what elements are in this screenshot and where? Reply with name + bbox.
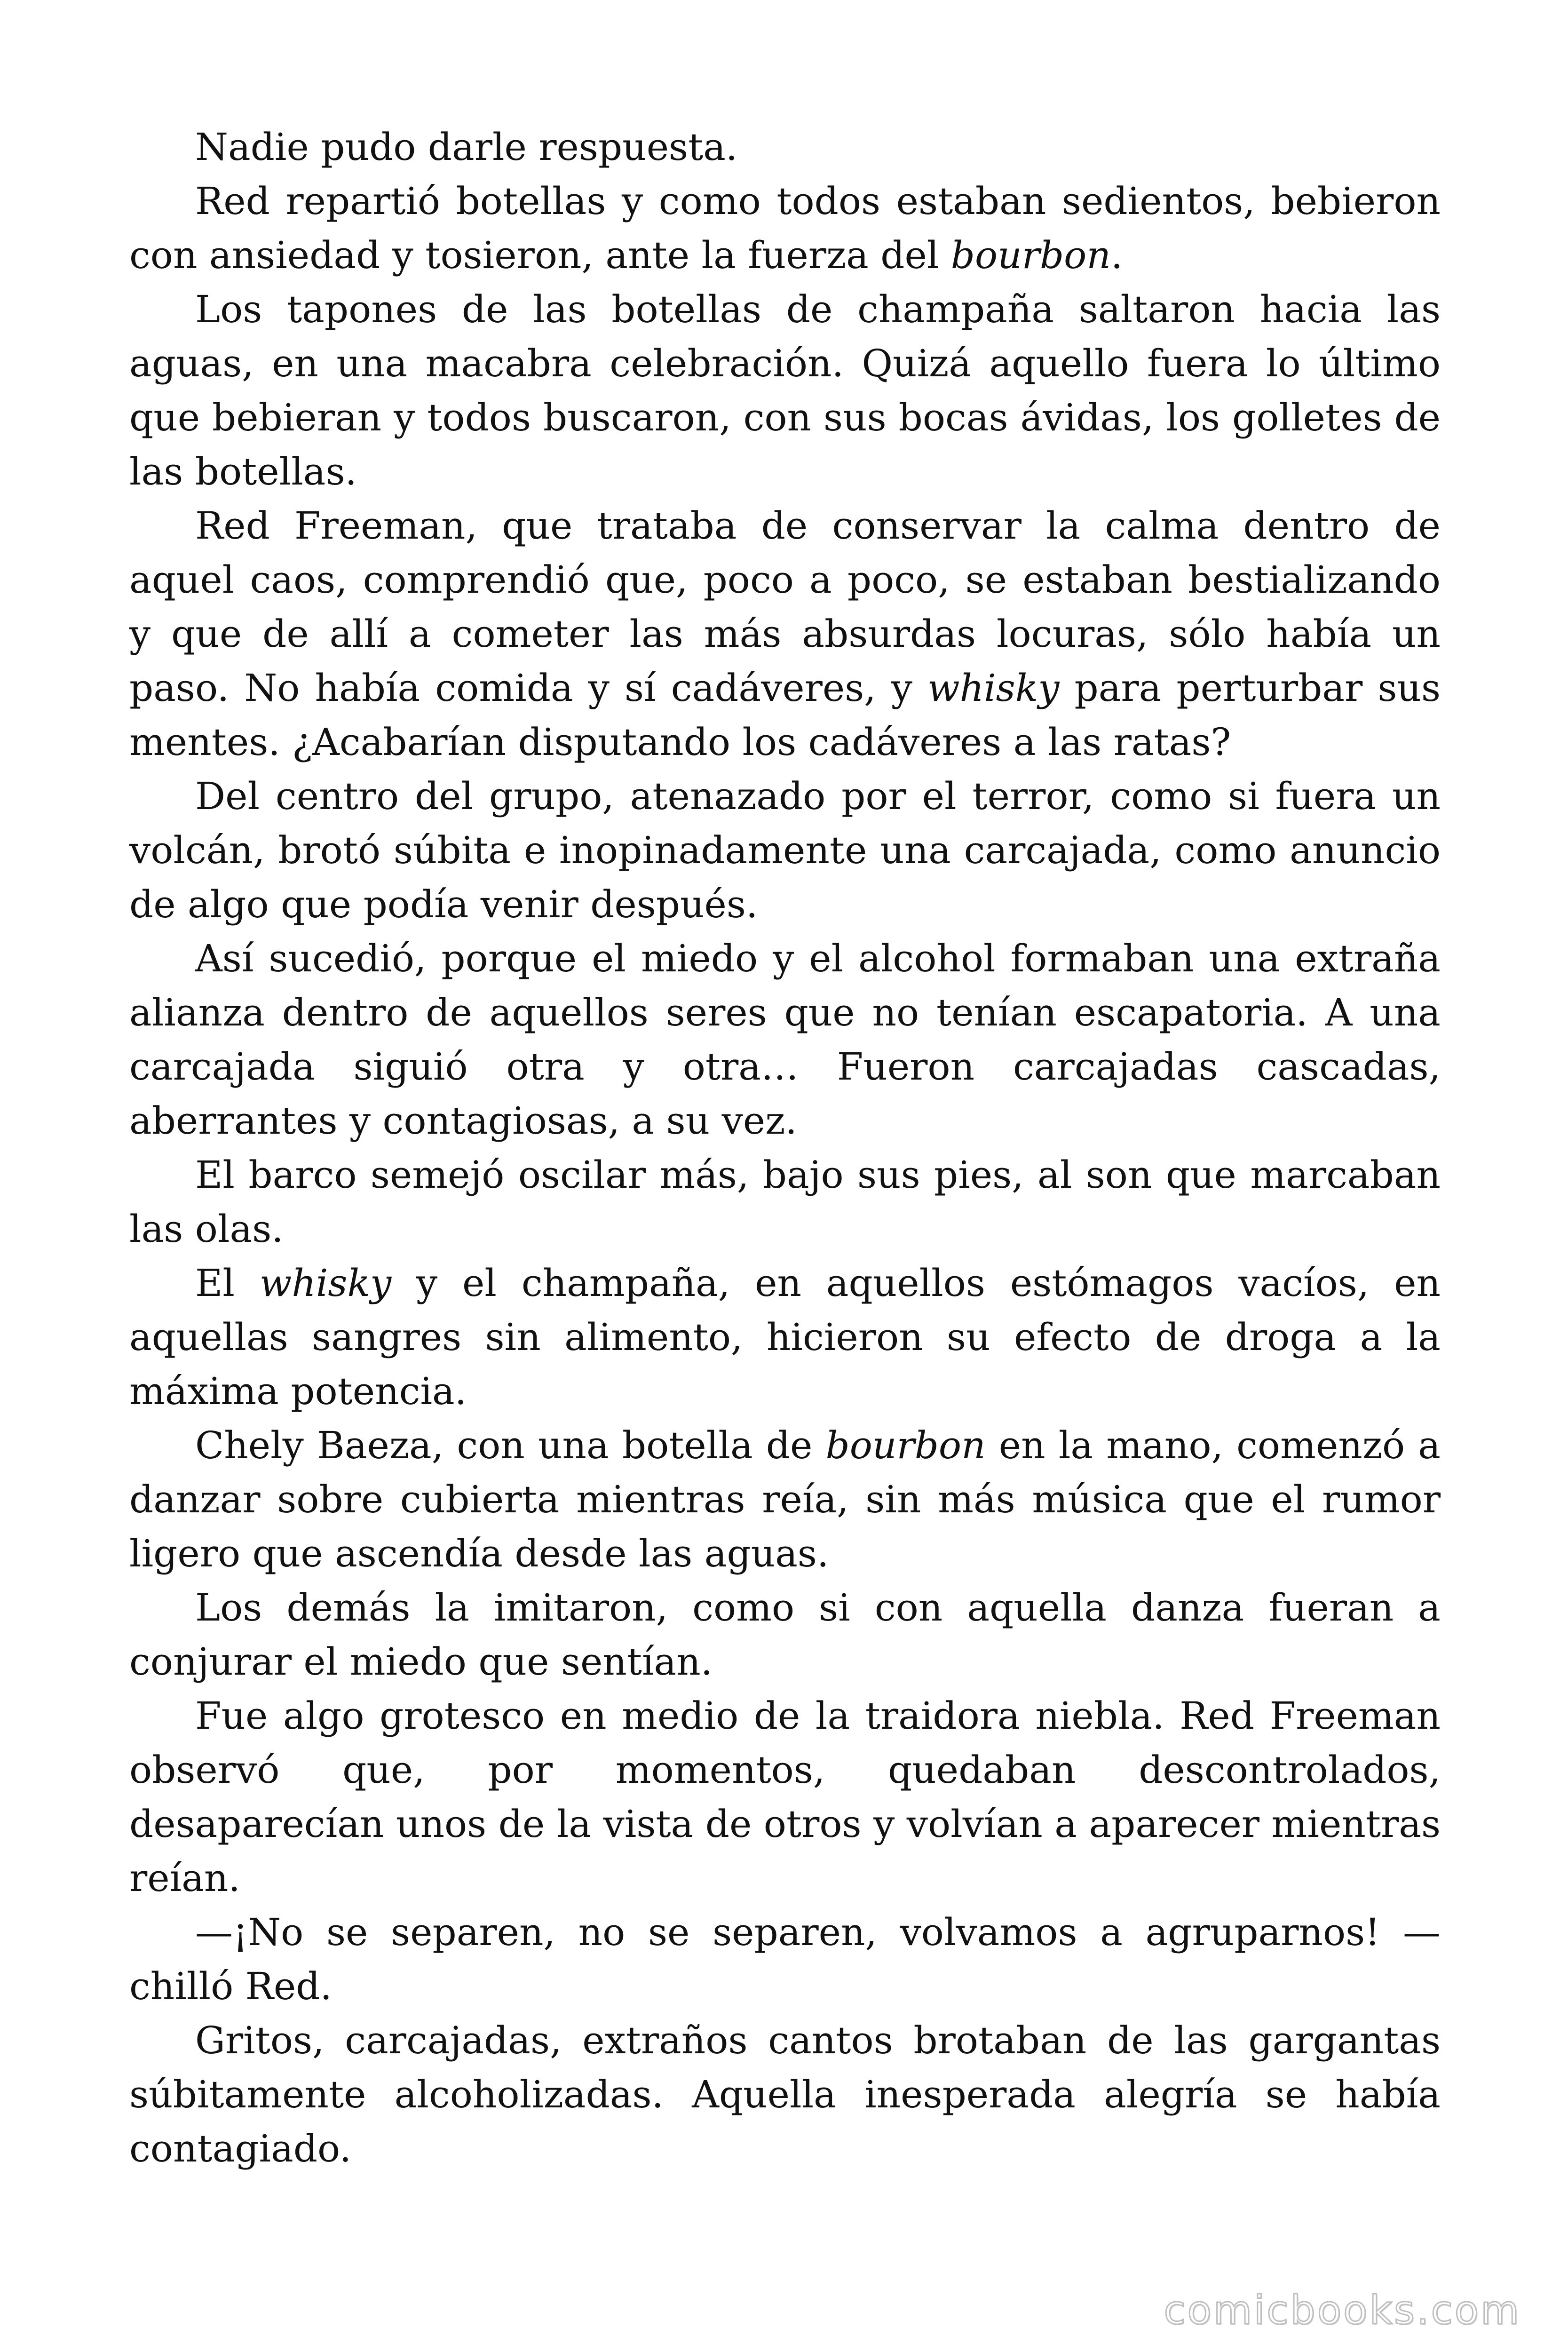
paragraph-4: [129, 499, 1441, 769]
paragraph-2-text: Red repartió botellas y como todos estaban sedientos, bebieron con ansiedad y tosieron, ante la fuerza del: [129, 179, 1441, 277]
italic-whisky: whisky: [259, 1261, 392, 1305]
paragraph-7: [129, 1148, 1441, 1256]
paragraph-7-text: El barco semejó oscilar más, bajo sus pies, al son que marcaban las olas.: [129, 1153, 1441, 1251]
paragraph-6: [129, 931, 1441, 1148]
paragraph-1-text: Nadie pudo darle respuesta.: [195, 125, 738, 169]
paragraph-11: [129, 1689, 1441, 1905]
paragraph-8-text: El: [195, 1261, 260, 1305]
paragraph-8-end: y el champaña, en aquellos estómagos vacíos, en aquellas sangres sin alimento, hicieron su efecto de droga a la máxima potencia.: [129, 1261, 1441, 1413]
italic-bourbon: bourbon: [825, 1423, 986, 1467]
paragraph-13: [129, 2013, 1441, 2176]
paragraph-3-text: Los tapones de las botellas de champaña saltaron hacia las aguas, en una macabra celebración. Quizá aquello fuera lo último que bebieran y todos buscaron, con sus bocas ávidas, los golletes de las botellas.: [129, 287, 1441, 493]
paragraph-5-text: Del centro del grupo, atenazado por el terror, como si fuera un volcán, brotó súbita e inopinadamente una carcajada, como anuncio de algo que podía venir después.: [129, 774, 1441, 926]
paragraph-2-end: .: [1110, 233, 1123, 277]
paragraph-9: [129, 1418, 1441, 1581]
paragraph-3: [129, 282, 1441, 499]
paragraph-2: [129, 174, 1441, 282]
paragraph-5: [129, 769, 1441, 931]
paragraph-12: [129, 1905, 1441, 2013]
paragraph-1: [129, 120, 1441, 174]
paragraph-10-text: Los demás la imitaron, como si con aquella danza fueran a conjurar el miedo que sentían.: [129, 1586, 1441, 1684]
paragraph-13-text: Gritos, carcajadas, extraños cantos brotaban de las gargantas súbitamente alcoholizadas. Aquella inesperada alegría se había contagiado.: [129, 2018, 1441, 2170]
paragraph-12-text: —¡No se separen, no se separen, volvamos a agruparnos! —chilló Red.: [129, 1910, 1441, 2008]
italic-bourbon: bourbon: [950, 233, 1111, 277]
watermark-logo: comicbooks.com: [1164, 2287, 1521, 2333]
paragraph-6-text: Así sucedió, porque el miedo y el alcohol formaban una extraña alianza dentro de aquellos seres que no tenían escapatoria. A una carcajada siguió otra y otra… Fueron carcajadas cascadas, aberrantes y contagiosas, a su vez.: [129, 937, 1441, 1143]
paragraph-11-text: Fue algo grotesco en medio de la traidora niebla. Red Freeman observó que, por momentos, quedaban descontrolados, desaparecían unos de la vista de otros y volvían a aparecer mientras reían.: [129, 1694, 1441, 1900]
paragraph-4-text: Red Freeman, que trataba de conservar la calma dentro de aquel caos, comprendió que, poco a poco, se estaban bestializando y que de allí a cometer las más absurdas locuras, sólo había un paso. No había comida y sí cadáveres, y: [129, 504, 1441, 710]
paragraph-9-end: en la mano, comenzó a danzar sobre cubierta mientras reía, sin más música que el rumor ligero que ascendía desde las aguas.: [129, 1423, 1441, 1575]
paragraph-8: [129, 1256, 1441, 1418]
paragraph-10: [129, 1581, 1441, 1689]
paragraph-9-text: Chely Baeza, con una botella de: [195, 1423, 826, 1467]
paragraph-4-end: para perturbar sus mentes. ¿Acabarían disputando los cadáveres a las ratas?: [129, 666, 1441, 764]
italic-whisky: whisky: [927, 666, 1060, 710]
book-page-body: [129, 120, 1441, 2176]
